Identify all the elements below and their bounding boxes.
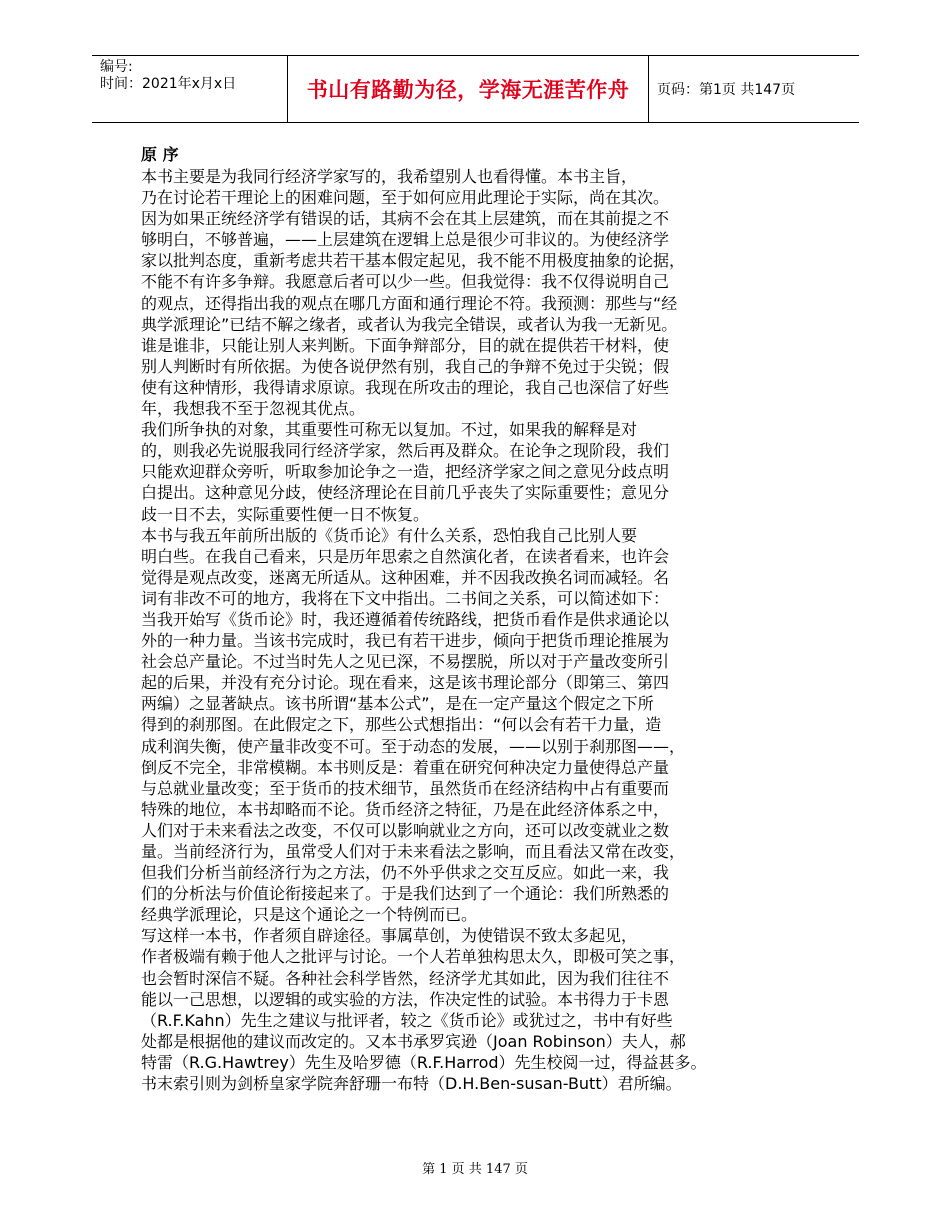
text-line: 谁是谁非，只能让别人来判断。下面争辩部分，目的就在提供若干材料，使 [141, 335, 670, 355]
text-line: 处都是根据他的建议而改定的。又本书承罗宾逊（Joan Robinson）夫人，郝 [141, 1031, 686, 1051]
text-line: 不能不有许多争辩。我愿意后者可以少一些。但我觉得：我不仅得说明自己 [141, 272, 670, 292]
text-line: 的，则我必先说服我同行经济学家，然后再及群众。在论争之现阶段，我们 [141, 441, 670, 461]
text-line: 特殊的地位，本书却略而不论。货币经济之特征，乃是在此经济体系之中， [141, 799, 670, 819]
text-line: 白提出。这种意见分歧，使经济理论在目前几乎丧失了实际重要性；意见分 [141, 483, 670, 503]
text-line: 能以一己思想，以逻辑的或实验的方法，作决定性的试验。本书得力于卡恩 [141, 989, 670, 1009]
text-line: 明白些。在我自己看来，只是历年思索之自然演化者，在读者看来，也许会 [141, 546, 670, 566]
text-line: 人们对于未来看法之改变，不仅可以影响就业之方向，还可以改变就业之数 [141, 820, 670, 840]
text-line: 特雷（R.G.Hawtrey）先生及哈罗德（R.F.Harrod）先生校阅一过，得益甚多。 [141, 1052, 707, 1072]
text-line: 词有非改不可的地方，我将在下文中指出。二书间之关系，可以简述如下： [141, 588, 670, 608]
header-meta [100, 59, 285, 93]
text-line: 歧一日不去，实际重要性便一日不恢复。 [141, 504, 430, 524]
text-line: 但我们分析当前经济行为之方法，仍不外乎供求之交互反应。如此一来，我 [141, 863, 670, 883]
text-line: 因为如果正统经济学有错误的话，其病不会在其上层建筑，而在其前提之不 [141, 209, 670, 229]
text-line: 作者极端有赖于他人之批评与讨论。一个人若单独构思太久，即极可笑之事， [141, 947, 686, 967]
text-line: （R.F.Kahn）先生之建议与批评者，较之《货币论》或犹过之，书中有好些 [141, 1010, 673, 1030]
header-motto: 书山有路勤为径，学海无涯苦作舟 [287, 56, 649, 122]
document-code-label: 编号: [100, 59, 133, 75]
text-line: 当我开始写《货币论》时，我还遵循着传统路线，把货币看作是供求通论以 [141, 609, 670, 629]
text-line: 外的一种力量。当该书完成时，我已有若干进步，倾向于把货币理论推展为 [141, 631, 670, 651]
text-line: 本书与我五年前所出版的《货币论》有什么关系，恐怕我自己比别人要 [141, 525, 638, 545]
text-line: 写这样一本书，作者须自辟途径。事属草创，为使错误不致太多起见， [141, 926, 638, 946]
text-line: 只能欢迎群众旁听，听取参加论争之一造，把经济学家之间之意见分歧点明 [141, 462, 670, 482]
text-line: 家以批判态度，重新考虑共若干基本假定起见，我不能不用极度抽象的论据， [141, 251, 686, 271]
header-page-info: 页码：第1页 共147页 [657, 82, 796, 98]
text-line: 本书主要是为我同行经济学家写的，我希望别人也看得懂。本书主旨， [141, 167, 638, 186]
document-body [141, 145, 781, 1094]
page-header [92, 55, 859, 123]
text-line: 典学派理论”已结不解之缘者，或者认为我完全错误，或者认为我一无新见。 [141, 314, 678, 334]
text-line: 倒反不完全，非常模糊。本书则反是：着重在研究何种决定力量使得总产量 [141, 757, 670, 777]
document-time: 时间：2021年x月x日 [100, 76, 237, 92]
text-line: 与总就业量改变；至于货币的技术细节，虽然货币在经济结构中占有重要而 [141, 778, 670, 798]
text-line: 也会暂时深信不疑。各种社会科学皆然，经济学尤其如此，因为我们往往不 [141, 968, 670, 988]
text-line: 乃在讨论若干理论上的困难问题，至于如何应用此理论于实际，尚在其次。 [141, 188, 670, 208]
text-line: 使有这种情形，我得请求原谅。我现在所攻击的理论，我自己也深信了好些 [141, 377, 670, 397]
text-line: 得到的刹那图。在此假定之下，那些公式想指出：“何以会有若干力量，造 [141, 715, 662, 735]
section-heading: 原 序 [141, 145, 179, 164]
page-footer: 第 1 页 共 147 页 [422, 1162, 528, 1177]
text-line: 的观点，还得指出我的观点在哪几方面和通行理论不符。我预测：那些与“经 [141, 293, 678, 313]
text-line: 们的分析法与价值论衔接起来了。于是我们达到了一个通论：我们所熟悉的 [141, 884, 670, 904]
text-line: 年，我想我不至于忽视其优点。 [141, 399, 366, 419]
paragraph-lines [141, 166, 781, 1094]
text-line: 起的后果，并没有充分讨论。现在看来，这是该书理论部分（即第三、第四 [141, 673, 670, 693]
text-line: 量。当前经济行为，虽常受人们对于未来看法之影响，而且看法又常在改变， [141, 842, 686, 861]
text-line: 别人判断时有所依据。为使各说伊然有别，我自己的争辩不免过于尖锐；假 [141, 356, 670, 376]
text-line: 够明白，不够普遍，——上层建筑在逻辑上总是很少可非议的。为使经济学 [141, 230, 670, 250]
text-line: 两编）之显著缺点。该书所谓“基本公式”，是在一定产量这个假定之下所 [141, 694, 654, 714]
text-line: 觉得是观点改变，迷离无所适从。这种困难，并不因我改换名词而减轻。名 [141, 567, 670, 587]
text-line: 书末索引则为剑桥皇家学院奔舒珊一布特（D.H.Ben-susan-Butt）君所编。 [141, 1074, 682, 1094]
text-line: 我们所争执的对象，其重要性可称无以复加。不过，如果我的解释是对 [141, 420, 638, 440]
text-line: 社会总产量论。不过当时先人之见已深，不易摆脱，所以对于产量改变所引 [141, 652, 670, 672]
text-line: 成利润失衡，使产量非改变不可。至于动态的发展，——以别于刹那图——， [141, 736, 686, 756]
text-line: 经典学派理论，只是这个通论之一个特例而已。 [141, 905, 478, 925]
